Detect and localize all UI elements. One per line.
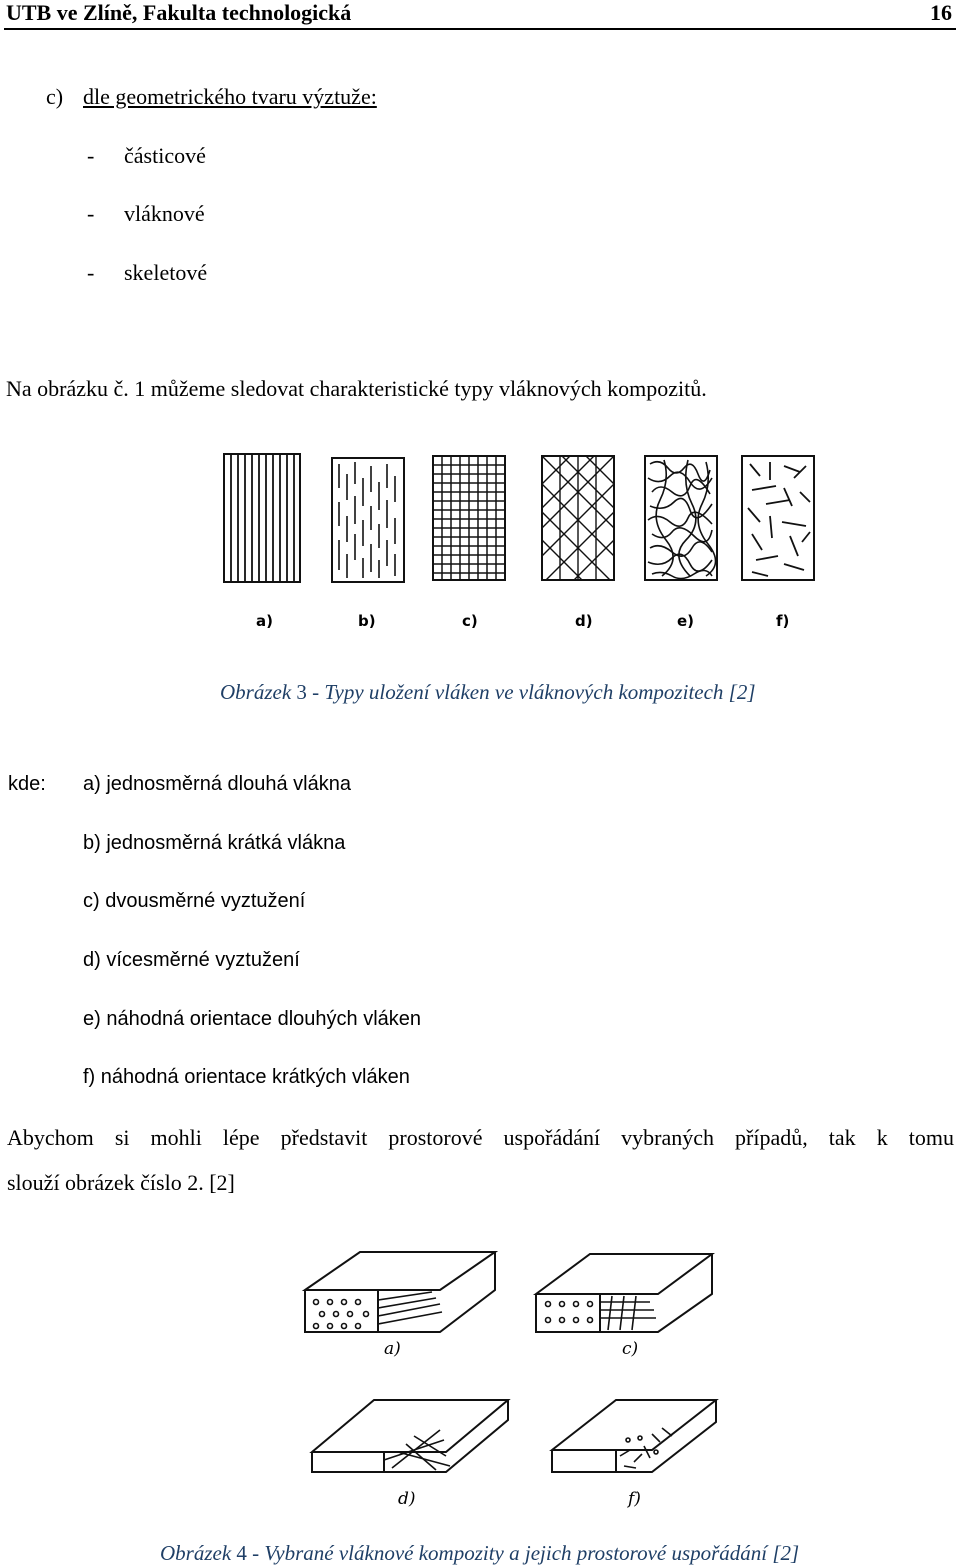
panel-a-box (224, 454, 300, 582)
panel-b-box (332, 458, 404, 582)
list-dash: - (87, 260, 95, 285)
list-item: částicové (124, 143, 206, 168)
fig4-label-a: a) (384, 1339, 401, 1359)
figure-4-3d-composites (0, 1240, 960, 1530)
caption-word: Obrázek (220, 680, 292, 704)
fig3-label-b: b) (358, 612, 376, 630)
fig4-label-f: f) (628, 1489, 641, 1509)
header-title: UTB ve Zlíně, Fakulta technologická (6, 0, 352, 25)
panel-e-fibers (648, 460, 716, 579)
panel-b-fibers (339, 462, 395, 578)
fig4-panel-d (312, 1400, 508, 1472)
caption-text: - Vybrané vláknové kompozity a jejich prostorové uspořádání [2] (252, 1541, 800, 1565)
legend-item: f) náhodná orientace krátkých vláken (83, 1066, 410, 1088)
list-item: vláknové (124, 201, 205, 226)
paragraph-line-2: slouží obrázek číslo 2. [2] (7, 1170, 235, 1195)
fig4-label-d: d) (398, 1489, 416, 1509)
intro-paragraph: Na obrázku č. 1 můžeme sledovat charakteristické typy vláknových kompozitů. (6, 376, 707, 401)
fig3-label-f: f) (776, 612, 790, 630)
panel-f-box (742, 456, 814, 580)
fig4-panel-f (552, 1400, 716, 1472)
legend-key: kde: (8, 773, 46, 795)
page-number: 16 (930, 0, 952, 25)
section-c-lead: c) (46, 84, 64, 109)
caption-word: Obrázek (160, 1541, 232, 1565)
fig3-label-e: e) (677, 612, 695, 630)
legend-item: a) jednosměrná dlouhá vlákna (83, 773, 351, 795)
section-c-heading: dle geometrického tvaru výztuže: (83, 84, 377, 109)
list-dash: - (87, 201, 95, 226)
fig4-label-c: c) (622, 1339, 639, 1359)
fig3-label-a: a) (256, 612, 273, 630)
header-divider (4, 28, 956, 30)
legend-item: e) náhodná orientace dlouhých vláken (83, 1008, 422, 1030)
figure-3-fiber-layouts (0, 430, 960, 650)
panel-f-fibers (748, 462, 810, 576)
panel-a-fibers (231, 454, 294, 582)
caption-number: 4 (236, 1541, 247, 1565)
panel-d-lattice (542, 456, 614, 580)
legend-item: b) jednosměrná krátká vlákna (83, 832, 346, 854)
list-dash: - (87, 143, 95, 168)
fig3-label-d: d) (575, 612, 593, 630)
fig4-panel-c (536, 1254, 712, 1332)
fig3-label-c: c) (462, 612, 478, 630)
legend-item: d) vícesměrné vyztužení (83, 949, 300, 971)
figure-3-caption (220, 680, 756, 705)
figure-4-caption (160, 1541, 799, 1566)
fig4-panel-a (305, 1252, 495, 1332)
legend-item: c) dvousměrné vyztužení (83, 890, 306, 912)
caption-text: - Typy uložení vláken ve vláknových kompozitech [2] (312, 680, 756, 704)
panel-c-grid (433, 456, 505, 580)
caption-number: 3 (296, 680, 307, 704)
paragraph-line-1: Abychom si mohli lépe představit prostorové uspořádání vybraných případů, tak k tomu (7, 1125, 954, 1150)
list-item: skeletové (124, 260, 208, 285)
